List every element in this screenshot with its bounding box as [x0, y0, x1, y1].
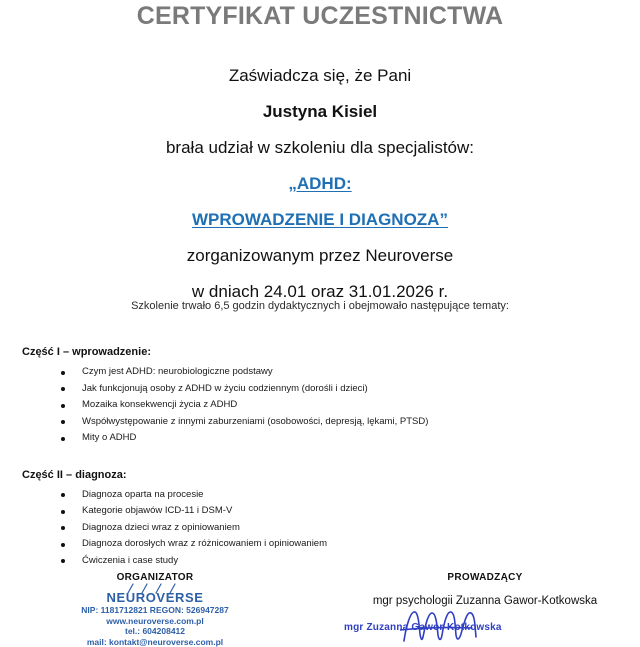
neuroverse-logo	[0, 591, 310, 647]
list-item-label: Mozaika konsekwencji życia z ADHD	[82, 399, 237, 410]
bullet-icon	[61, 526, 65, 530]
bullet-icon	[61, 404, 65, 408]
bullet-icon	[61, 559, 65, 563]
organizer-label: ORGANIZATOR	[0, 572, 310, 583]
section-heading-part-2: Część II – diagnoza:	[22, 469, 612, 481]
list-item-label: Kategorie objawów ICD-11 i DSM-V	[82, 505, 232, 516]
intro-line-organizer: zorganizowanym przez Neuroverse	[0, 238, 640, 274]
course-title-line-2-text: WPROWADZENIE I DIAGNOZA”	[192, 210, 448, 229]
topic-list-part-1	[22, 364, 612, 447]
logo-wordmark: NEUROVERSE	[0, 591, 310, 605]
bullet-icon	[61, 437, 65, 441]
list-item-label: Mity o ADHD	[82, 432, 136, 443]
list-item	[22, 381, 612, 398]
organizer-phone: tel.: 604208412	[0, 626, 310, 637]
page-title: CERTYFIKAT UCZESTNICTWA	[0, 2, 640, 31]
intro-block	[0, 58, 640, 310]
bullet-icon	[61, 493, 65, 497]
list-item	[22, 503, 612, 520]
section-heading-part-1: Część I – wprowadzenie:	[22, 346, 612, 358]
bullet-icon	[61, 420, 65, 424]
list-item	[22, 364, 612, 381]
intro-line-salutation: Zaświadcza się, że Pani	[0, 58, 640, 94]
handwritten-signature-icon	[400, 607, 540, 643]
list-item-label: Diagnoza dzieci wraz z opiniowaniem	[82, 522, 240, 533]
trainer-label: PROWADZĄCY	[330, 572, 640, 583]
list-item	[22, 414, 612, 431]
organizer-identifiers: NIP: 1181712821 REGON: 526947287	[0, 605, 310, 616]
list-item-label: Współwystępowanie z innymi zaburzeniami (osobowości, depresją, lękami, PTSD)	[82, 416, 428, 427]
course-title-line-1-text: „ADHD:	[288, 174, 351, 193]
list-item	[22, 536, 612, 553]
intro-line-dates: w dniach 24.01 oraz 31.01.2026 r.	[0, 274, 640, 310]
bullet-icon	[61, 371, 65, 375]
trainer-name: mgr psychologii Zuzanna Gawor-Kotkowska	[330, 595, 640, 607]
list-item-label: Diagnoza oparta na procesie	[82, 489, 203, 500]
trainer-block	[330, 572, 640, 643]
organizer-email: mail: kontakt@neuroverse.com.pl	[0, 637, 310, 647]
bullet-icon	[61, 510, 65, 514]
intro-line-participation: brała udział w szkoleniu dla specjalistów:	[0, 130, 640, 166]
duration-note: Szkolenie trwało 6,5 godzin dydaktycznych i obejmowało następujące tematy:	[0, 300, 640, 312]
list-item-label: Ćwiczenia i case study	[82, 555, 178, 566]
organizer-website: www.neuroverse.com.pl	[0, 616, 310, 627]
bullet-icon	[61, 387, 65, 391]
program-outline	[22, 346, 612, 569]
list-item	[22, 487, 612, 504]
list-item	[22, 397, 612, 414]
course-title-line-2	[0, 202, 640, 238]
list-item-label: Czym jest ADHD: neurobiologiczne podstawy	[82, 366, 273, 377]
organizer-block	[0, 572, 310, 647]
signature-printed-name: mgr Zuzanna Gawor-Kotkowska	[344, 622, 502, 633]
topic-list-part-2	[22, 487, 612, 570]
list-item	[22, 520, 612, 537]
list-item-label: Diagnoza dorosłych wraz z różnicowaniem i opiniowaniem	[82, 538, 327, 549]
course-title-line-1	[0, 166, 640, 202]
list-item	[22, 553, 612, 570]
list-item-label: Jak funkcjonują osoby z ADHD w życiu codziennym (dorośli i dzieci)	[82, 383, 368, 394]
bullet-icon	[61, 543, 65, 547]
signature-area	[330, 613, 640, 643]
list-item	[22, 430, 612, 447]
recipient-name: Justyna Kisiel	[0, 94, 640, 130]
